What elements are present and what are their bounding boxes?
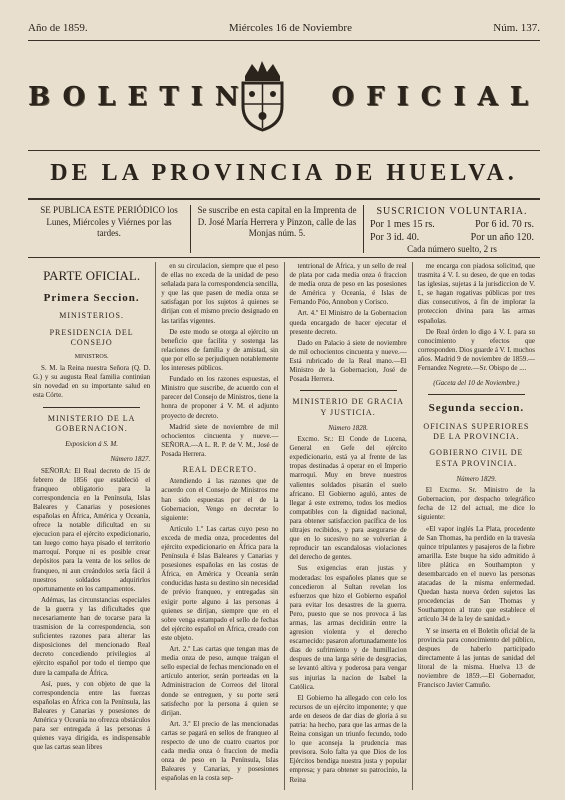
gracia-justicia-heading: MINISTERIO DE GRACIA Y JUSTICIA. — [292, 397, 404, 417]
price-item: Por un año 120. — [470, 232, 534, 243]
exposicion-subheading: Exposicion á S. M. — [65, 440, 118, 449]
paragraph: Art. 3.º El precio de las mencionadas cartas se pagará en sellos de franqueo al respecto de uno de cuatro cuartos por cada media onza ó fraccion de media onza de peso en la Península, Islas Baleares y Canarias, y posesiones españolas en la costa sep- — [161, 719, 279, 783]
column-2 — [156, 262, 284, 790]
masthead-rule — [28, 150, 540, 151]
header-rule — [28, 40, 540, 41]
paragraph: en su circulacion, siempre que el peso de ellas no exceda de la unidad de peso señalada para la correspondencia sencilla, y que las que pasen de media onza se satisfagan por los sujetos á quienes se dirijan con el mismo precio designado en las tarifas vigentes. — [161, 262, 279, 325]
paragraph: Excmo. Sr.: El Conde de Lucena, General en Gefe del ejército expedicionario, está ya al frente de las tropas destinadas á operar en el Imperio marroquí. Muy en breve nuestros valientes soldados pisarán el suelo africano. El Gobierno aguló, antes de llegar á este extremo, todos los medios compatibles con la dignidad nacional, para obtener satisfaccion pacífica de los ultrajes recibidos, y para asegurarse de que en lo sucesivo no se volverían á reproducir tan escandalosas violaciones del derecho de gentes. — [289, 435, 407, 562]
numero-label: Número 1828. — [328, 424, 369, 432]
presidencia-heading: PRESIDENCIA DEL CONSEJO — [49, 327, 134, 347]
masthead-subtitle: DE LA PROVINCIA DE HUELVA. — [50, 160, 518, 186]
subscription-prices — [364, 205, 540, 253]
parte-oficial-heading: PARTE OFICIAL. — [43, 268, 141, 283]
column-1 — [28, 262, 156, 790]
gobierno-civil-heading: GOBIERNO CIVIL DE ESTA PROVINCIA. — [429, 448, 524, 468]
article-columns — [28, 262, 540, 790]
price-row — [370, 231, 534, 244]
paragraph: De Real órden lo digo á V. I. para su conocimiento y efectos que corresponden. Dios guarde á V. I. muchos años. Madrid 9 de noviembre de 1859.—Fernandez Negrete.—Sr. Obispo de .... — [417, 327, 535, 373]
header-bar — [28, 22, 540, 38]
gaceta-reference: (Gaceta del 10 de Noviembre.) — [433, 379, 520, 388]
paragraph: Adémas, las circunstancias especiales de la guerra y las dificultades que necesariamente han de tocarse para la trasmision de la correspondencia, son suficientes razones para alterar las disposiciones del mencionado Real decreto concediendo privilegios al ejército español por todo el tiempo que dure la campaña de África. — [33, 595, 151, 677]
ministros-subheading: MINISTROS. — [74, 354, 109, 361]
paragraph: SEÑORA: El Real decreto de 15 de febrero de 1856 que estableció el franqueo obligatorio para la correspondencia en la Península, Islas Baleares y Canarias y posesiones españolas en África, América y Oceanía, ofrece la notable dificultad en su ejecucion para el ejército expedicionario, tan luego como haya pisado el territorio marroquí. Porque ni es posible crear depósitos para la venta de los sellos de franqueo, ni aun creándolos sería fácil á nuestros soldados adquirirlos oportunamente en los campamentos. — [33, 466, 151, 593]
column-4 — [413, 262, 540, 790]
paragraph: El Excmo. Sr. Ministro de la Gobernacion, por despacho telegráfico fecha de 12 del actual, me dice lo siguiente: — [417, 486, 535, 522]
masthead-right-word: OFICIAL — [331, 82, 540, 112]
paragraph: Fundado en los razones espuestas, el Ministro que suscribe, de acuerdo con el parecer del Consejo de Ministros, tiene la honra de proponer á V. M. el adjunto proyecto de decreto. — [161, 375, 279, 420]
columns-rule — [28, 257, 540, 258]
real-decreto-heading: REAL DECRETO. — [182, 464, 258, 474]
subscription-box — [28, 205, 540, 253]
paragraph: Y se inserta en el Boletín oficial de la provincia para conocimiento del público, despues de haberlo participado directamente á las juntas de sanidad del litoral de la misma. Huelva 13 de noviembre de 1859.—El Gobernador, Francisco Javier Camuño. — [417, 626, 535, 690]
separator — [428, 394, 525, 395]
paragraph: Así, pues, y con objeto de que la correspondencia entre las fuerzas españolas en África con la Península, las Baleares y Canarias y posesiones de América y Oceanía no ofrezca obstáculos para ser entregada á las personas á quienes vaya dirigida, es indispensable que las cartas sean libres — [33, 679, 151, 752]
paragraph: Artículo 1.º Las cartas cuyo peso no exceda de media onza, procedentes del ejército expedicionario en África para la Península é Islas Baleares y Canarias y posesiones españolas en las costas de África, en América y Oceanía serán conducidas hasta su destino sin necesidad de prévio franqueo, y entregadas sin exigir porte alguno á las personas á quienes se dirijan, siempre que en el sobre venga estampado el sello de fechas del ejército español en África, creado con este objeto. — [161, 524, 279, 642]
gobernacion-heading: MINISTERIO DE LA GOBERNACION. — [47, 413, 136, 433]
subscription-title: SUSCRICION VOLUNTARIA. — [376, 206, 528, 217]
year-label: Año de 1859. — [28, 22, 88, 34]
oficinas-heading: OFICINAS SUPERIORES DE LA PROVINCIA. — [423, 421, 530, 441]
price-item: Por 6 id. 70 rs. — [475, 219, 534, 230]
column-3 — [285, 262, 413, 790]
numero-label: Número 1827. — [110, 455, 151, 464]
publication-schedule: SE PUBLICA ESTE PERIÓDICO los Lunes, Miércoles y Viérnes por las tardes. — [28, 205, 191, 253]
price-item: Por 3 id. 40. — [370, 232, 420, 243]
paragraph: Dado en Palacio á siete de noviembre de mil ochocientos cincuenta y nueve.—Está rubricado de la Real mano.—El Ministro de la Gobernacion, José de Posada Herrera. — [289, 338, 407, 384]
separator — [43, 407, 140, 408]
paragraph: S. M. la Reina nuestra Señora (Q. D. G.) y su augusta Real familia continúan sin novedad en su importante salud en esta Córte. — [33, 364, 151, 400]
single-issue-price: Cada número suelto, 2 rs — [407, 244, 497, 254]
primera-seccion-heading: Primera Seccion. — [43, 291, 140, 304]
masthead-left-word: BOLETIN — [28, 82, 251, 112]
paragraph: Art. 4.º El Ministro de la Gobernacion queda encargado de hacer ejecutar el presente decreto. — [289, 309, 407, 336]
ministerios-heading: MINISTERIOS. — [59, 311, 124, 321]
paragraph: «El vapor inglés La Plata, procedente de San Thomas, ha perdido en la travesía quince tripulantes y pasajeros de la fiebre amarilla. Este buque ha sido admitido á libre plática en Southampton y desembarcado en el nuevo las personas atacadas de la misma enfermedad. Quedan hasta nueva órden sujetos las procedencias de San Thomas y Southampton al trato que establece el artículo 34 de la ley de sanidad.» — [417, 524, 535, 624]
masthead — [28, 82, 540, 112]
numero-label: Número 1829. — [456, 475, 497, 484]
issue-number: Núm. 137. — [493, 22, 540, 34]
price-item: Por 1 mes 15 rs. — [370, 219, 435, 230]
paragraph: De este modo se otorga al ejército un beneficio que facilita y sostenga las relaciones de familia y de amistad, sin que por ello se perjudiquen notablemente los intereses públicos. — [161, 327, 279, 373]
subtitle-rule — [28, 198, 540, 200]
paragraph: me encarga con piadosa solicitud, que trasmita á V. I. su deseo, de que en todas las iglesias, sujetas á la jurisdiccion de V. I., se hagan rogativas públicas por tres dias consecutivos, á fin de implorar la proteccion divina para las armas españolas. — [417, 262, 535, 325]
segunda-seccion-heading: Segunda seccion. — [428, 402, 525, 415]
paragraph: Madrid siete de noviembre de mil ochocientos cincuenta y nueve.—SEÑORA.—A L. R. P. de V. M., José de Posada Herrera. — [161, 422, 279, 458]
paragraph: Sus exigencias eran justas y moderadas: los españoles planes que se concedieron al Sultan revelan los esfuerzos que hizo el Gobierno español para evitar los desastres de la guerra. Pero, puesto que se nos provoca á las armas, las armas decidirán entre la agresion violenta y el derecho escarnecido: pasaron afortunadamente los dias de sufrimiento y de humillacion despues de una larga série de desgracias, se levantó altiva y poderosa para vengar sus injurias la nacion de Isabel la Católica. — [289, 564, 407, 691]
price-row — [370, 218, 534, 231]
paragraph: Atendiendo á las razones que de acuerdo con el Consejo de Ministros me han sido espuestas por el de la Gobernacion, Vengo en decretar lo siguiente: — [161, 477, 279, 522]
paragraph: Art. 2.º Las cartas que tengan mas de media onza de peso, aunque traigan el sello especial de fechas mencionado en el artículo anterior, serán porteadas en la Administracion de Correos del litoral donde se entreguen, y su porte será satisfecho por la persona á quien se dirijan. — [161, 645, 279, 717]
separator — [300, 390, 397, 391]
paragraph: tentrional de África, y un sello de real de plata por cada media onza ó fraccion de media onza de peso en las posesiones de América y Oceanía, é Islas de Fernando Póo, Annobon y Corisco. — [289, 262, 407, 307]
paragraph: El Gobierno ha allegado con celo los recursos de un ejército imponente; y que arde en deseos de dar dias de gloria á su patria: ha hecho, para que las armas de la Reina consigan un triunfo fecundo, todo lo que aconseja la prudencia mas previsora. Solo falta ya que Dios de los Ejércitos bendiga nuestra justa y popular empresa; y para obtener su patrocinio, la Reina — [289, 693, 407, 784]
date-label: Miércoles 16 de Noviembre — [228, 22, 352, 34]
subscription-address: Se suscribe en esta capital en la Imprenta de D. José María Herrera y Pinzon, calle de las Monjas núm. 5. — [191, 205, 364, 253]
